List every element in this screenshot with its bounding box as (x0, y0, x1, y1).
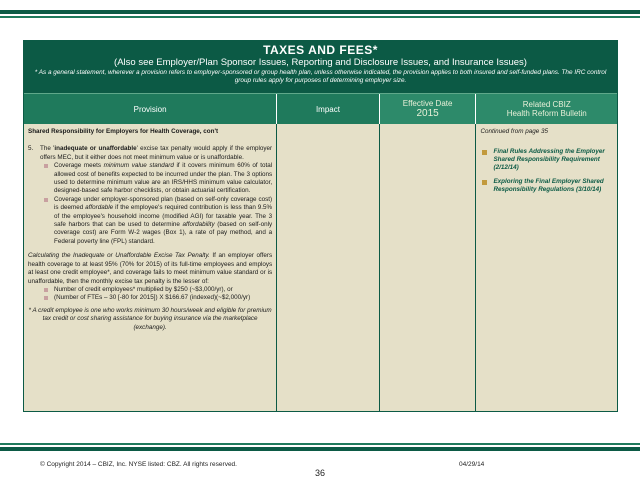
title-note: * As a general statement, wherever a provision refers to employer-sponsored or group health plan, unless otherwise indicated, the provision applies to both insured and self-funded plans. The IRC control group rules apply for purposes of determining employer size. (34, 69, 607, 84)
sub-item-minimum-value: Coverage meets minimum value standard if it covers minimum 60% of total allowed cost of benefits expected to be incurred under the plan. The 3 options used to determine minimum value are an IRS/HHS minimum value calculator, designed-based safe harbor checklists, or obtain actuarial certification. (42, 162, 272, 196)
provision-heading: Shared Responsibility for Employers for Health Coverage, con't (28, 128, 219, 135)
top-rule-thin (0, 16, 640, 18)
bulletin-link[interactable]: Exploring the Final Employer Shared Responsibility Regulations (3/10/14) (480, 178, 613, 194)
page-title: TAXES AND FEES* (263, 43, 378, 57)
square-bullet-icon (482, 150, 487, 155)
item-text: The 'inadequate or unaffordable' excise tax penalty would apply if the employer offers MEC, but it either does not meet minimum value or is unaffordable. (40, 145, 273, 161)
calc-item: (Number of FTEs – 30 [-80 for 2015]) X $166.67 (indexed)(~$2,000/yr) (42, 294, 272, 302)
title-block (24, 41, 617, 93)
copyright-notice: © Copyright 2014 – CBIZ, Inc. NYSE listed: CBZ. All rights reserved. (40, 461, 237, 468)
continued-note: Continued from page 35 (480, 128, 549, 135)
bulletin-link[interactable]: Final Rules Addressing the Employer Shared Responsibility Requirement (2/12/14) (480, 148, 613, 172)
calc-item: Number of credit employees* multiplied by $250 (~$3,000/yr), or (42, 286, 272, 294)
related-label-line1: Related CBIZ (522, 100, 571, 109)
top-rule (0, 10, 640, 14)
square-bullet-icon (44, 164, 48, 168)
header-related-bulletin (476, 94, 617, 124)
calculation-paragraph (28, 252, 272, 286)
square-bullet-icon (44, 198, 48, 202)
square-bullet-icon (44, 288, 48, 292)
square-bullet-icon (44, 296, 48, 300)
bottom-rule-thin (0, 443, 640, 445)
item-number: 5. (28, 145, 34, 153)
header-provision: Provision (24, 94, 277, 124)
impact-cell (277, 124, 380, 412)
effective-date-year: 2015 (416, 108, 439, 119)
square-bullet-icon (482, 180, 487, 185)
effective-date-label: Effective Date (402, 99, 453, 108)
header-effective-date (380, 94, 477, 124)
calculation-text: If an employer offers health coverage to at least 95% (70% for 2015) of its full-time employees and employs at least one credit employee*, and coverage fails to meet minimum value standard or is unaffordable, then the monthly excise tax penalty is the lesser of: (28, 252, 273, 285)
effective-date-cell (380, 124, 477, 412)
footer-date: 04/29/14 (459, 461, 485, 468)
sub-item-affordability: Coverage under employer-sponsored plan (based on self-only coverage cost) is deemed affordable if the employee's required contribution is less than 9.5% of the employee's household income (modified AGI) for taxable year. The 3 safe harbors that can be used to determine affordability (based on self-only coverage cost) are Form W-2 wages (Box 1), a rate of pay method, and a Federal poverty line (FPL) standard. (42, 196, 272, 246)
bulletin-cell (476, 124, 617, 412)
calculation-title: Calculating the Inadequate or Unaffordable Excise Tax Penalty. (28, 252, 210, 260)
related-label-line2: Health Reform Bulletin (506, 109, 587, 118)
page-subtitle: (Also see Employer/Plan Sponsor Issues, Reporting and Disclosure Issues, and Insurance Issues) (114, 57, 527, 68)
table-header (24, 93, 617, 124)
taxes-table (23, 40, 618, 412)
provision-cell (24, 124, 277, 412)
credit-employee-footnote: * A credit employee is one who works minimum 30 hours/week and eligible for premium tax credit or cost sharing assistance for buying insurance via the marketplace (exchange). (28, 306, 272, 331)
bottom-rule (0, 447, 640, 451)
page-number: 36 (314, 468, 325, 478)
table-row (24, 124, 617, 412)
provision-item (28, 145, 272, 162)
header-impact: Impact (277, 94, 380, 124)
